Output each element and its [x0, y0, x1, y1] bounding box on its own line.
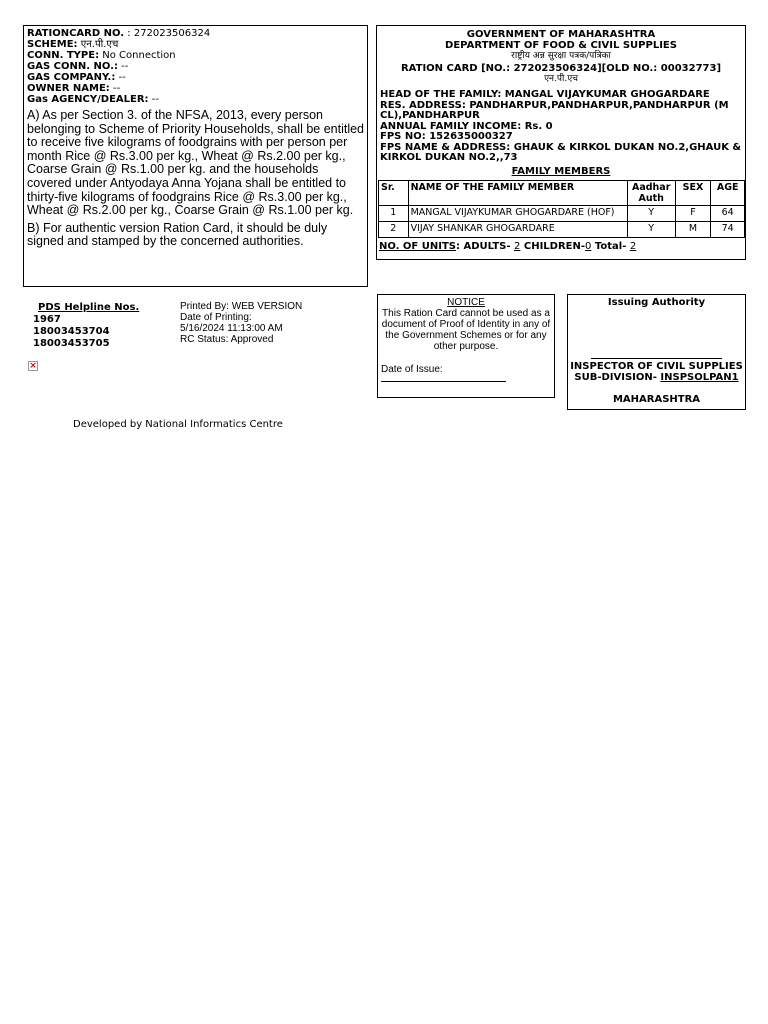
member-aadhar: Y: [627, 221, 675, 237]
head-of-family: HEAD OF THE FAMILY: MANGAL VIJAYKUMAR GHOGARDARE: [380, 89, 710, 100]
member-sex: M: [675, 221, 711, 237]
gas-conn-value: --: [121, 61, 129, 72]
department-title: DEPARTMENT OF FOOD & CIVIL SUPPLIES: [445, 40, 677, 51]
ration-card-box: [376, 25, 746, 260]
children-count: 0: [585, 240, 592, 252]
rationcard-number: : 272023506324: [127, 28, 211, 39]
col-age: AGE: [711, 180, 745, 205]
inspector-title: INSPECTOR OF CIVIL SUPPLIES: [570, 361, 743, 372]
total-count: 2: [629, 240, 637, 252]
date-of-issue-label: Date of Issue:: [381, 364, 443, 375]
gas-agency-row: Gas AGENCY/DEALER: --: [27, 94, 159, 105]
entitlement-paragraph: A) As per Section 3. of the NFSA, 2013, every person belonging to Scheme of Priority Households, shall be entitled to receive five kilograms of foodgrains with per person per month Rice @ Rs.3.00 per kg., Wheat @ Rs.2.00 per kg., Coarse Grain @ Rs.1.00 per kg. and the households covered under Antyodaya Anna Yojana shall be entitled to thirty-five kilograms of foodgrains Rice @ Rs.3.00 per kg., Wheat @ Rs.2.00 per kg., Coarse Grain @ Rs.1.00 per kg.: [27, 108, 365, 218]
sub-division: SUB-DIVISION- INSPSOLPAN1: [574, 372, 739, 383]
gas-company-row: GAS COMPANY.: --: [27, 72, 126, 83]
date-of-issue-line: [381, 381, 506, 382]
household-details: [377, 90, 745, 164]
fps-number: FPS NO: 152635000327: [380, 131, 513, 142]
helpline-number: 1967: [33, 314, 61, 325]
notice-box: [377, 294, 555, 398]
scheme-hindi: एन.पी.एच: [544, 74, 578, 84]
units-label: NO. OF UNITS: [379, 240, 456, 252]
col-sr: Sr.: [379, 180, 409, 205]
gas-company-value: --: [118, 72, 126, 83]
fps-address: FPS NAME & ADDRESS: GHAUK & KIRKOL DUKAN NO.2,GHAUK & KIRKOL DUKAN NO.2,,73: [380, 141, 742, 163]
col-sex: SEX: [675, 180, 711, 205]
member-name: MANGAL VIJAYKUMAR GHOGARDARE (HOF): [408, 205, 627, 221]
col-aadhar: Aadhar Auth: [627, 180, 675, 205]
government-title: GOVERNMENT OF MAHARASHTRA: [466, 29, 656, 40]
owner-value: --: [113, 83, 121, 94]
date-of-printing: 5/16/2024 11:13:00 AM: [180, 323, 283, 334]
scheme-row: SCHEME: एन.पी.एच: [27, 39, 119, 50]
authenticity-paragraph: B) For authentic version Ration Card, it should be duly signed and stamped by the concerned authorities.: [27, 220, 328, 249]
family-members-title: FAMILY MEMBERS: [511, 165, 611, 177]
member-aadhar: Y: [627, 205, 675, 221]
pds-helpline: [33, 302, 139, 350]
notice-body: This Ration Card cannot be used as a document of Proof of Identity in any of the Government Schemes or for any other purpose.: [381, 308, 551, 352]
member-sr: 1: [379, 205, 409, 221]
printed-by: Printed By: WEB VERSION: [180, 301, 303, 312]
rc-status: RC Status: Approved: [180, 334, 274, 345]
conn-type-value: No Connection: [102, 50, 176, 61]
member-sr: 2: [379, 221, 409, 237]
signature-line: [591, 358, 722, 359]
helpline-number: 18003453705: [33, 338, 110, 349]
state-name: MAHARASHTRA: [612, 394, 701, 405]
broken-image-icon: ×: [29, 361, 37, 371]
owner-row: OWNER NAME: --: [27, 83, 121, 94]
date-of-printing-label: Date of Printing:: [180, 312, 252, 323]
table-row: [379, 205, 745, 221]
annual-income: ANNUAL FAMILY INCOME: Rs. 0: [380, 120, 553, 132]
family-members-table: [378, 180, 745, 238]
print-info: [180, 301, 302, 345]
scheme-value: एन.पी.एच: [80, 39, 119, 50]
member-name: VIJAY SHANKAR GHOGARDARE: [408, 221, 627, 237]
ration-card-number-line: RATION CARD [NO.: 272023506324][OLD NO.: 00032773]: [400, 63, 722, 74]
issuing-authority-title: Issuing Authority: [607, 297, 706, 308]
ration-card-info-box: [23, 25, 368, 287]
issuing-authority-box: [567, 294, 746, 410]
member-age: 64: [711, 205, 745, 221]
gas-conn-row: GAS CONN. NO.: --: [27, 61, 129, 72]
hindi-title: राष्ट्रीय अन्न सुरक्षा पत्रक/पत्रिका: [511, 51, 611, 61]
adults-count: 2: [514, 240, 521, 252]
table-header-row: [379, 180, 745, 205]
notice-title: NOTICE: [447, 297, 485, 308]
footer-credit: Developed by National Informatics Centre: [73, 419, 283, 430]
conn-type-row: CONN. TYPE: No Connection: [27, 50, 176, 61]
sub-division-value: INSPSOLPAN1: [660, 372, 739, 383]
table-row: [379, 221, 745, 237]
helpline-title: PDS Helpline Nos.: [38, 302, 140, 313]
units-summary: NO. OF UNITS: ADULTS- 2 CHILDREN-0 Total- 2: [379, 240, 637, 252]
residential-address: RES. ADDRESS: PANDHARPUR,PANDHARPUR,PANDHARPUR (M CL),PANDHARPUR: [380, 99, 729, 121]
member-age: 74: [711, 221, 745, 237]
gas-agency-value: --: [151, 94, 159, 105]
member-sex: F: [675, 205, 711, 221]
helpline-number: 18003453704: [33, 326, 110, 337]
col-name: NAME OF THE FAMILY MEMBER: [408, 180, 627, 205]
rationcard-number-row: RATIONCARD NO. : 272023506324: [27, 28, 211, 39]
